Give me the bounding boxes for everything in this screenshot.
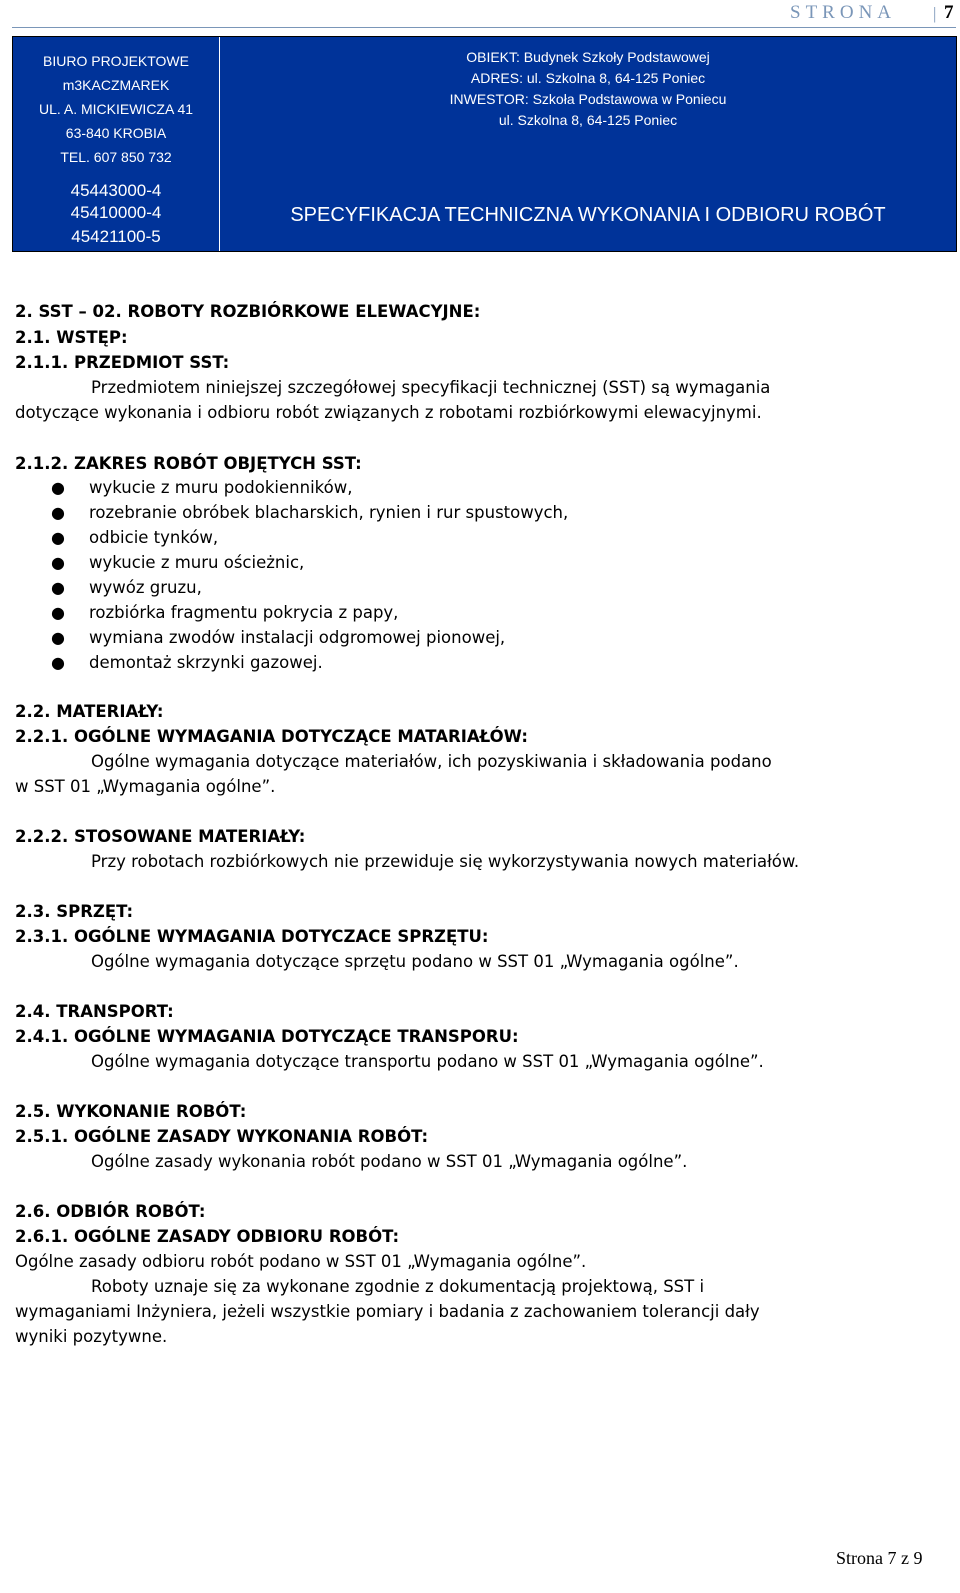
- section-heading: 2.6. ODBIÓR ROBÓT:: [15, 1202, 206, 1221]
- section-heading: 2.2. MATERIAŁY:: [15, 702, 164, 721]
- office-line: m3KACZMAREK: [62, 77, 170, 93]
- office-line: UL. A. MICKIEWICZA 41: [38, 101, 194, 117]
- section-heading: 2.2.1. OGÓLNE WYMAGANIA DOTYCZĄCE MATARIAŁÓW:: [15, 727, 528, 746]
- section-heading: 2. SST – 02. ROBOTY ROZBIÓRKOWE ELEWACYJNE:: [15, 302, 481, 321]
- cpv-code: 45421100-5: [71, 227, 161, 246]
- cpv-codes: [13, 201, 219, 249]
- bullet-icon: ●: [51, 603, 65, 622]
- list-item: odbicie tynków,: [89, 528, 219, 547]
- section-heading: 2.1.1. PRZEDMIOT SST:: [15, 353, 230, 372]
- object-line: OBIEKT: Budynek Szkoły Podstawowej: [466, 49, 710, 65]
- section-heading: 2.4.1. OGÓLNE WYMAGANIA DOTYCZĄCE TRANSPORU:: [15, 1027, 519, 1046]
- page-number: 7: [944, 2, 954, 23]
- office-line: BIURO PROJEKTOWE: [43, 53, 189, 69]
- page-separator: |: [933, 4, 937, 23]
- paragraph: Ogólne wymagania dotyczące transportu podano w SST 01 „Wymagania ogólne”.: [91, 1052, 764, 1071]
- section-heading: 2.1.2. ZAKRES ROBÓT OBJĘTYCH SST:: [15, 454, 362, 473]
- object-line: ul. Szkolna 8, 64-125 Poniec: [498, 112, 678, 128]
- object-line: INWESTOR: Szkoła Podstawowa w Poniecu: [449, 91, 727, 107]
- paragraph: Ogólne zasady wykonania robót podano w SST 01 „Wymagania ogólne”.: [91, 1152, 688, 1171]
- list-item: wymiana zwodów instalacji odgromowej pionowej,: [89, 628, 506, 647]
- office-line: TEL. 607 850 732: [60, 149, 172, 165]
- bullet-icon: ●: [51, 478, 65, 497]
- paragraph: wyniki pozytywne.: [15, 1327, 168, 1346]
- section-heading: 2.5.1. OGÓLNE ZASADY WYKONANIA ROBÓT:: [15, 1127, 429, 1146]
- bullet-icon: ●: [51, 653, 65, 672]
- section-heading: 2.6.1. OGÓLNE ZASADY ODBIORU ROBÓT:: [15, 1227, 400, 1246]
- paragraph: Ogólne wymagania dotyczące sprzętu podano w SST 01 „Wymagania ogólne”.: [91, 952, 739, 971]
- cpv-code: 45443000-4: [70, 181, 162, 200]
- object-line: ADRES: ul. Szkolna 8, 64-125 Poniec: [470, 70, 706, 86]
- bullet-icon: ●: [51, 553, 65, 572]
- object-info: [220, 47, 956, 131]
- section-heading: 2.3. SPRZĘT:: [15, 902, 134, 921]
- page-label: STRONA: [790, 2, 897, 23]
- paragraph: Ogólne zasady odbioru robót podano w SST 01 „Wymagania ogólne”.: [15, 1252, 587, 1271]
- list-item: wykucie z muru ościeżnic,: [89, 553, 305, 572]
- page-top: [0, 0, 960, 28]
- paragraph: Przedmiotem niniejszej szczegółowej specyfikacji technicznej (SST) są wymagania: [91, 378, 771, 397]
- paragraph: Roboty uznaje się za wykonane zgodnie z dokumentacją projektową, SST i: [91, 1277, 705, 1296]
- office-cell: [13, 37, 220, 251]
- section-heading: 2.2.2. STOSOWANE MATERIAŁY:: [15, 827, 306, 846]
- paragraph: w SST 01 „Wymagania ogólne”.: [15, 777, 276, 796]
- list-item: wykucie z muru podokienników,: [89, 478, 353, 497]
- section-heading: 2.5. WYKONANIE ROBÓT:: [15, 1102, 247, 1121]
- bullet-icon: ●: [51, 503, 65, 522]
- list-item: rozebranie obróbek blacharskich, rynien i rur spustowych,: [89, 503, 569, 522]
- paragraph: Ogólne wymagania dotyczące materiałów, ich pozyskiwania i składowania podano: [91, 752, 772, 771]
- paragraph: Przy robotach rozbiórkowych nie przewiduje się wykorzystywania nowych materiałów.: [91, 852, 800, 871]
- section-heading: 2.3.1. OGÓLNE WYMAGANIA DOTYCZACE SPRZĘTU:: [15, 927, 489, 946]
- header-table: [12, 36, 957, 252]
- section-heading: 2.4. TRANSPORT:: [15, 1002, 174, 1021]
- section-heading: 2.1. WSTĘP:: [15, 328, 128, 347]
- top-rule: [12, 27, 956, 28]
- page-footer: Strona 7 z 9: [836, 1548, 923, 1568]
- spec-title: SPECYFIKACJA TECHNICZNA WYKONANIA I ODBIORU ROBÓT: [290, 204, 886, 226]
- object-cell: [220, 37, 956, 251]
- bullet-icon: ●: [51, 628, 65, 647]
- office-address: [13, 49, 219, 169]
- list-item: demontaż skrzynki gazowej.: [89, 653, 323, 672]
- bullet-icon: ●: [51, 578, 65, 597]
- paragraph: dotyczące wykonania i odbioru robót związanych z robotami rozbiórkowymi elewacyjnymi.: [15, 403, 762, 422]
- list-item: rozbiórka fragmentu pokrycia z papy,: [89, 603, 399, 622]
- list-item: wywóz gruzu,: [89, 578, 202, 597]
- office-line: 63-840 KROBIA: [65, 125, 167, 141]
- paragraph: wymaganiami Inżyniera, jeżeli wszystkie pomiary i badania z zachowaniem tolerancji dały: [15, 1302, 760, 1321]
- cpv-code: 45410000-4: [70, 203, 162, 222]
- bullet-icon: ●: [51, 528, 65, 547]
